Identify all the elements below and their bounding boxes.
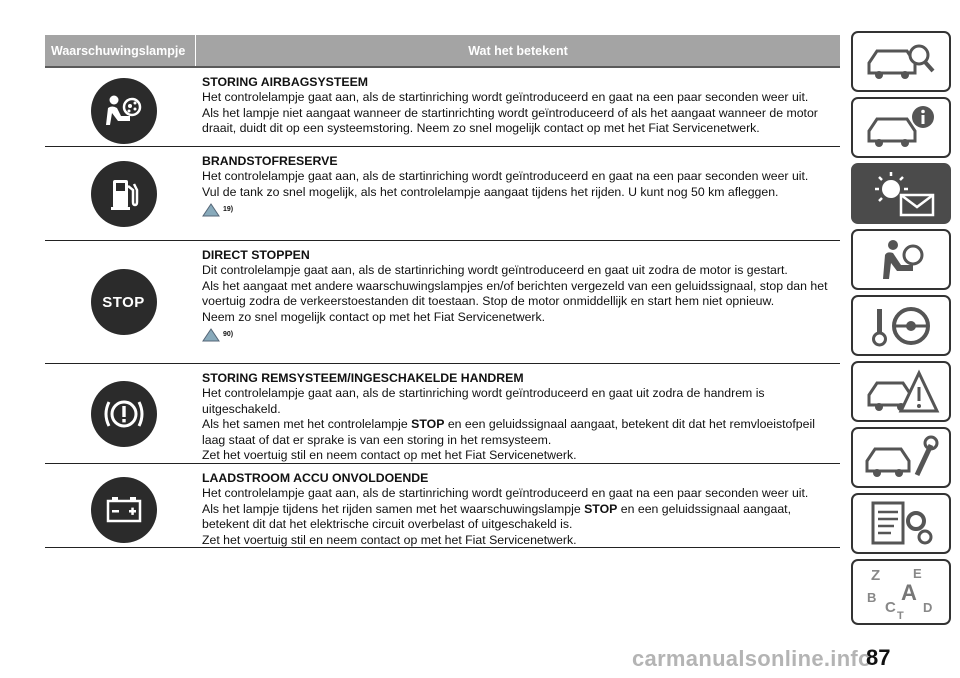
- seat-airbag-icon: [861, 235, 941, 285]
- warning-light-message-icon: [861, 169, 941, 219]
- row-text: Het controlelampje gaat aan, als de startinriching wordt geïntroduceerd en gaat na een paar seconden weer uit.: [202, 486, 809, 501]
- row-text: Als het lampje niet aangaat wanneer de startinrichting wordt geïntroduceerd of als het aangaat wanneer de motor draait, duidt dit op een systeemstoring. Neem zo snel mogelijk contact op met het Fiat Servicenetwerk.: [202, 105, 818, 136]
- row-text: en een geluidssignaal aangaat, betekent dit dat het elektrische circuit overbelast of uitgeschakeld is.: [202, 501, 792, 532]
- tab-car-info[interactable]: [851, 97, 951, 158]
- page-number: 87: [866, 645, 891, 670]
- airbag-icon: [91, 78, 157, 144]
- watermark: carmanualsonline.info: [632, 646, 872, 671]
- row-text: Vul de tank zo snel mogelijk, als het controlelampje aangaat tijdens het rijden. U kunt nog 50 km afleggen.: [202, 184, 779, 199]
- row-title: STORING AIRBAGSYSTEEM: [202, 75, 369, 89]
- table-row: [45, 364, 840, 464]
- row-text: en een geluidssignaal aangaat, betekent dit dat het remvloeistofpeil laag staat of dat er sprake is van een storing in het remsysteem.: [202, 417, 815, 447]
- reference-number: 19): [223, 206, 234, 214]
- row-text: Het controlelampje gaat aan, als de startinriching wordt geïntroduceerd en gaat na een paar seconden weer uit.: [202, 90, 809, 105]
- row-text: Zet het voertuig stil en neem contact op met het Fiat Servicenetwerk.: [202, 532, 577, 547]
- warning-lights-table: [45, 35, 840, 548]
- row-title: LAADSTROOM ACCU ONVOLDOENDE: [202, 471, 429, 485]
- row-title: BRANDSTOFRESERVE: [202, 154, 338, 168]
- stop-icon: STOP: [91, 269, 157, 335]
- warning-triangle-icon: [202, 328, 220, 342]
- tab-maintenance[interactable]: [851, 427, 951, 488]
- index-letter: D: [923, 600, 933, 615]
- battery-icon: [91, 477, 157, 543]
- row-text: Dit controlelampje gaat aan, als de startinriching wordt geïntroduceerd en gaat uit zodra de motor is gestart.: [202, 263, 788, 278]
- car-search-icon: [861, 37, 941, 87]
- specifications-gear-icon: [861, 499, 941, 549]
- row-text: Het controlelampje gaat aan, als de startinriching wordt geïntroduceerd en gaat na een paar seconden weer uit.: [202, 169, 809, 184]
- tab-index[interactable]: [851, 559, 951, 625]
- row-text: Neem zo snel mogelijk contact op met het Fiat Servicenetwerk.: [202, 309, 546, 324]
- index-letter: A: [901, 580, 917, 605]
- chapter-tabs: [851, 31, 953, 630]
- tab-warning-lights[interactable]: [851, 163, 951, 224]
- stop-keyword: STOP: [584, 501, 618, 516]
- row-text: Als het lampje tijdens het rijden samen met het waarschuwingslampje: [202, 501, 585, 516]
- warning-reference: [202, 327, 840, 342]
- table-row: [45, 68, 840, 147]
- tab-safety[interactable]: [851, 229, 951, 290]
- tab-starting-driving[interactable]: [851, 295, 951, 356]
- header-meaning: Wat het betekent: [468, 43, 568, 58]
- key-steering-wheel-icon: [861, 301, 941, 351]
- warning-triangle-icon: [202, 203, 220, 217]
- row-title: STORING REMSYSTEEM/INGESCHAKELDE HANDREM: [202, 371, 524, 385]
- alphabetical-index-icon: [861, 564, 941, 620]
- row-text: Als het samen met het controlelampje: [202, 417, 412, 432]
- table-row: [45, 147, 840, 241]
- header-lamp: Waarschuwingslampje: [51, 43, 186, 58]
- tab-car-search[interactable]: [851, 31, 951, 92]
- fuel-pump-icon: [91, 161, 157, 227]
- car-info-icon: [861, 103, 941, 153]
- row-text: Het controlelampje gaat aan, als de startinriching wordt geïntroduceerd en gaat uit zodra de handrem is uitgeschakeld.: [202, 386, 765, 416]
- row-text: Zet het voertuig stil en neem contact op met het Fiat Servicenetwerk.: [202, 448, 577, 463]
- table-row: [45, 464, 840, 548]
- reference-number: 90): [223, 331, 234, 339]
- index-letter: Z: [871, 567, 881, 584]
- index-letter: C: [885, 599, 896, 616]
- car-wrench-icon: [861, 433, 941, 483]
- car-warning-triangle-icon: [861, 367, 941, 417]
- row-text: Als het aangaat met andere waarschuwingslampjes en/of berichten vergezeld van een geluidssignaal, stop dan het voertuig zodra de verkeerstoestanden dit toestaan. Stop de motor onmiddellijk en start hem niet opnieuw.: [202, 278, 828, 309]
- tab-technical-data[interactable]: [851, 493, 951, 554]
- stop-keyword: STOP: [411, 417, 445, 432]
- brake-warning-icon: [91, 381, 157, 447]
- index-letter: B: [867, 590, 877, 605]
- table-header: [45, 35, 840, 68]
- table-row: [45, 241, 840, 364]
- index-letter: E: [913, 566, 922, 581]
- tab-emergency[interactable]: [851, 361, 951, 422]
- row-title: DIRECT STOPPEN: [202, 248, 310, 262]
- warning-reference: [202, 202, 840, 217]
- index-letter: T: [897, 610, 904, 620]
